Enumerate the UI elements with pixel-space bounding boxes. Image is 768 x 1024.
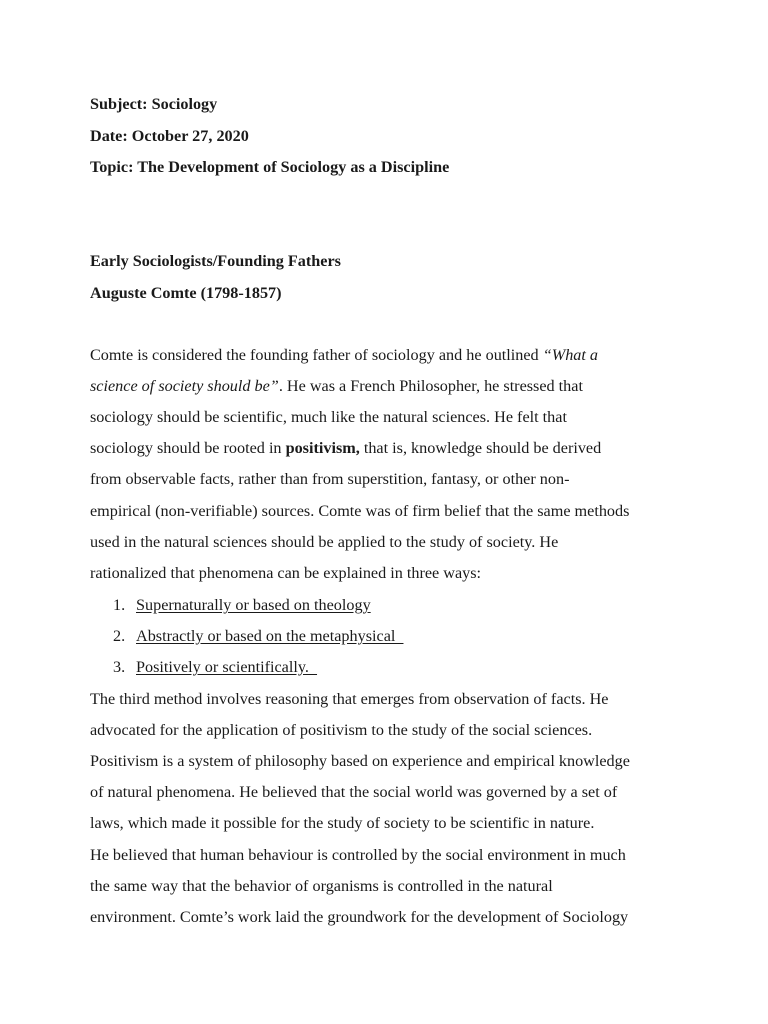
quote-run: science of society should be” — [90, 377, 279, 395]
text-run: . He was a French Philosopher, he stressed that — [278, 377, 583, 395]
subject-line: Subject: Sociology — [90, 95, 218, 113]
paragraph1-line7: used in the natural sciences should be applied to the study of society. He — [90, 533, 559, 551]
positivism-term: positivism, — [285, 439, 360, 457]
date-line: Date: October 27, 2020 — [90, 127, 249, 145]
paragraph1-line6: empirical (non-verifiable) sources. Comte was of firm belief that the same methods — [90, 502, 630, 520]
topic-line: Topic: The Development of Sociology as a Discipline — [90, 158, 450, 176]
text-run: sociology should be rooted in — [90, 439, 286, 457]
paragraph2-line4: of natural phenomena. He believed that the social world was governed by a set of — [90, 783, 618, 801]
paragraph1-line4 — [90, 438, 601, 458]
paragraph1-line2 — [90, 376, 583, 396]
list-text: Abstractly or based on the metaphysical — [136, 627, 404, 645]
paragraph1-line5: from observable facts, rather than from superstition, fantasy, or other non- — [90, 470, 570, 488]
text-run: that is, knowledge should be derived — [359, 439, 602, 457]
section-heading: Early Sociologists/Founding Fathers — [90, 252, 341, 270]
quote-run: “What a — [542, 346, 599, 364]
paragraph2-line7: the same way that the behavior of organisms is controlled in the natural — [90, 877, 553, 895]
paragraph1-line1 — [90, 345, 598, 365]
list-text: Supernaturally or based on theology — [136, 596, 371, 614]
paragraph2-line8: environment. Comte’s work laid the groundwork for the development of Sociology — [90, 908, 629, 926]
paragraph1-line8: rationalized that phenomena can be explained in three ways: — [90, 564, 482, 582]
paragraph2-line3: Positivism is a system of philosophy based on experience and empirical knowledge — [90, 752, 630, 770]
list-number: 1. — [113, 596, 126, 614]
paragraph2-line2: advocated for the application of positivism to the study of the social sciences. — [90, 721, 593, 739]
text-run: Comte is considered the founding father of sociology and he outlined — [90, 346, 543, 364]
list-number: 2. — [113, 627, 126, 645]
paragraph2-line5: laws, which made it possible for the study of society to be scientific in nature. — [90, 814, 595, 832]
paragraph1-line3: sociology should be scientific, much like the natural sciences. He felt that — [90, 408, 567, 426]
section-subheading: Auguste Comte (1798-1857) — [90, 284, 282, 302]
paragraph2-line6: He believed that human behaviour is controlled by the social environment in much — [90, 846, 626, 864]
paragraph2-line1: The third method involves reasoning that emerges from observation of facts. He — [90, 690, 609, 708]
list-text: Positively or scientifically. — [136, 658, 318, 676]
list-number: 3. — [113, 658, 126, 676]
